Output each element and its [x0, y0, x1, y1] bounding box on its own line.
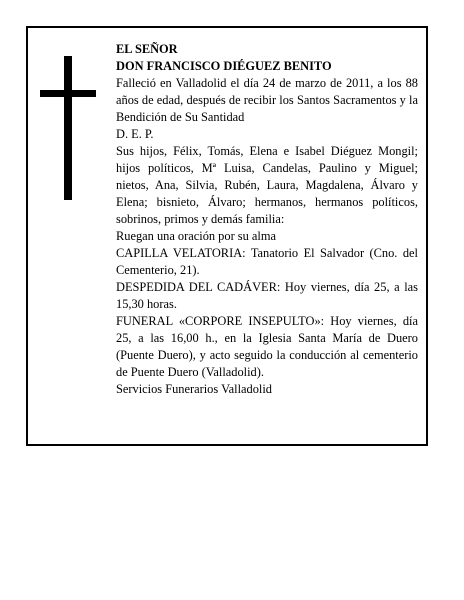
- prayer-request: Ruegan una oración por su alma: [116, 229, 276, 243]
- rip-text: D. E. P.: [116, 127, 154, 141]
- notice-text: [116, 41, 418, 398]
- funeral-info: FUNERAL «CORPORE INSEPULTO»: Hoy viernes, día 25, a las 16,00 h., en la Iglesia Santa María de Duero (Puente Duero), y acto seguido la conducción al cementerio de Puente Duero (Valladolid).: [116, 314, 418, 379]
- farewell-info: DESPEDIDA DEL CADÁVER: Hoy viernes, día 25, a las 15,30 horas.: [116, 280, 418, 311]
- chapel-info: CAPILLA VELATORIA: Tanatorio El Salvador (Cno. del Cementerio, 21).: [116, 246, 418, 277]
- cross-horizontal-bar: [40, 90, 96, 97]
- cross-icon: [40, 56, 96, 200]
- deceased-name: DON FRANCISCO DIÉGUEZ BENITO: [116, 59, 332, 73]
- family-list: Sus hijos, Félix, Tomás, Elena e Isabel Diéguez Mongil; hijos políticos, Mª Luisa, Candelas, Paulino y Miguel; nietos, Ana, Silvia, Rubén, Laura, Magdalena, Álvaro y Elena; bisnieto, Álvaro; hermanos, hermanos políticos, sobrinos, primos y demás familia:: [116, 144, 418, 226]
- cross-vertical-bar: [64, 56, 72, 200]
- death-info: Falleció en Valladolid el día 24 de marzo de 2011, a los 88 años de edad, después de recibir los Santos Sacramentos y la Bendición de Su Santidad: [116, 76, 418, 124]
- notice-heading: EL SEÑOR: [116, 42, 178, 56]
- obituary-notice: [26, 26, 428, 446]
- funeral-services: Servicios Funerarios Valladolid: [116, 382, 273, 396]
